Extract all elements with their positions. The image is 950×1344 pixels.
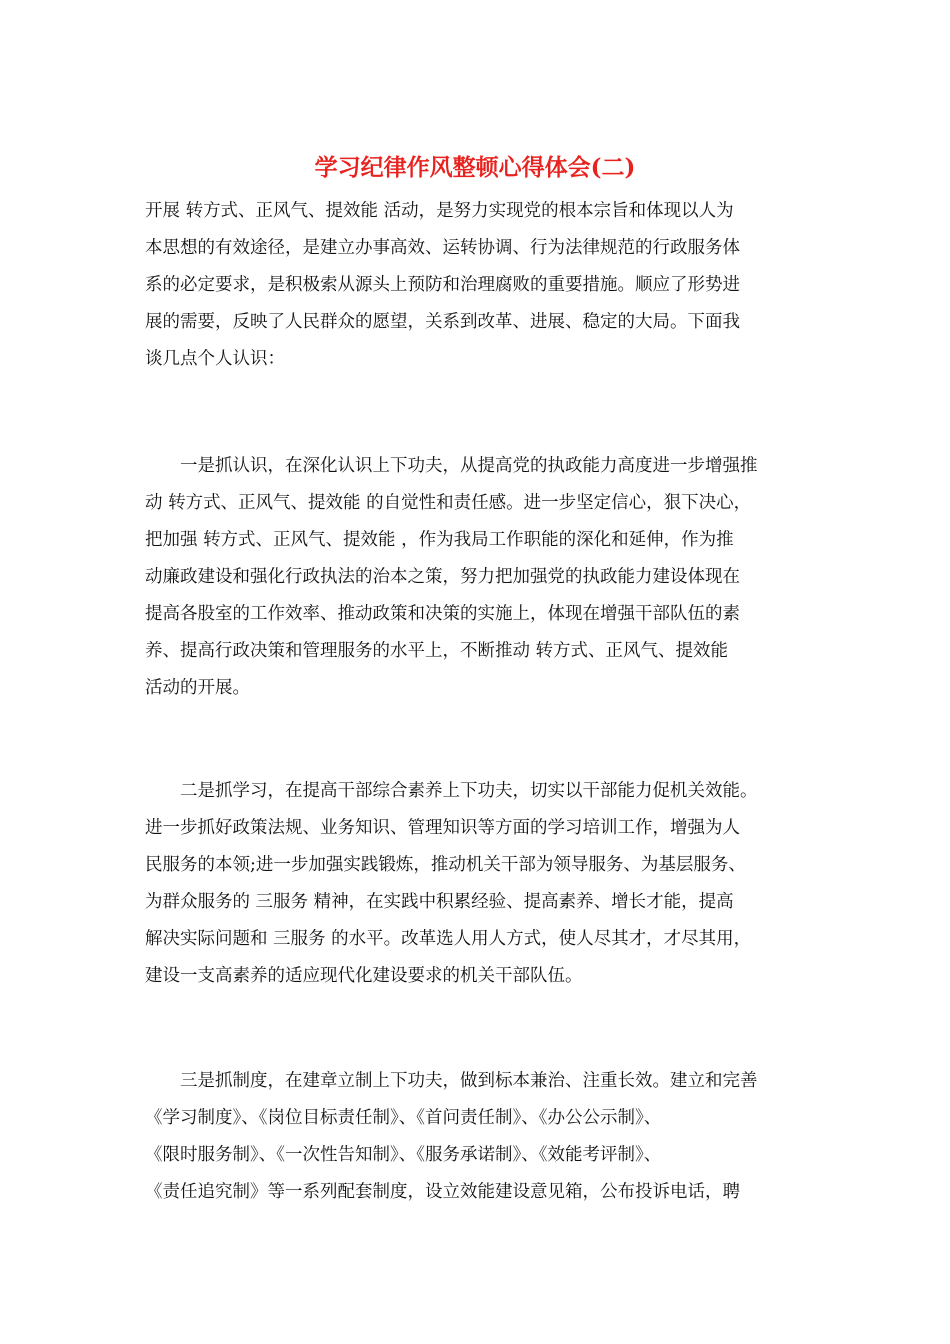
text-line: 二是抓学习，在提高干部综合素养上下功夫，切实以干部能力促机关效能。	[145, 781, 758, 801]
text-line: 《限时服务制》、《一次性告知制》、《服务承诺制》、《效能考评制》、	[145, 1145, 662, 1165]
text-line: 《责任追究制》等一系列配套制度，设立效能建设意见箱，公布投诉电话，聘	[145, 1182, 740, 1202]
text-line: 养、提高行政决策和管理服务的水平上，不断推动 转方式、正风气、提效能	[145, 641, 729, 661]
text-line: 三是抓制度，在建章立制上下功夫，做到标本兼治、注重长效。建立和完善	[145, 1071, 758, 1091]
text-line: 进一步抓好政策法规、业务知识、管理知识等方面的学习培训工作，增强为人	[145, 818, 740, 838]
paragraph-point-two	[145, 773, 810, 995]
text-line: 《学习制度》、《岗位目标责任制》、《首问责任制》、《办公公示制》、	[145, 1108, 662, 1128]
document-title: 学习纪律作风整顿心得体会(二)	[314, 154, 636, 181]
paragraph-point-three	[145, 1063, 810, 1211]
text-line: 开展 转方式、正风气、提效能 活动，是努力实现党的根本宗旨和体现以人为	[145, 201, 734, 221]
text-line: 建设一支高素养的适应现代化建设要求的机关干部队伍。	[145, 966, 583, 986]
text-line: 谈几点个人认识：	[145, 349, 285, 369]
text-line: 活动的开展。	[145, 678, 250, 698]
paragraph-point-one	[145, 448, 810, 707]
text-line: 系的必定要求，是积极索从源头上预防和治理腐败的重要措施。顺应了形势进	[145, 275, 740, 295]
text-line: 解决实际问题和 三服务 的水平。改革选人用人方式，使人尽其才，才尽其用，	[145, 929, 752, 949]
text-line: 民服务的本领;进一步加强实践锻炼，推动机关干部为领导服务、为基层服务、	[145, 855, 746, 875]
text-line: 一是抓认识，在深化认识上下功夫，从提高党的执政能力高度进一步增强推	[145, 456, 758, 476]
text-line: 展的需要，反映了人民群众的愿望，关系到改革、进展、稳定的大局。下面我	[145, 312, 740, 332]
text-line: 为群众服务的 三服务 精神，在实践中积累经验、提高素养、增长才能，提高	[145, 892, 734, 912]
text-line: 动 转方式、正风气、提效能 的自觉性和责任感。进一步坚定信心，狠下决心，	[145, 493, 752, 513]
paragraph-intro	[145, 193, 810, 378]
text-line: 把加强 转方式、正风气、提效能 ，作为我局工作职能的深化和延伸，作为推	[145, 530, 734, 550]
text-line: 提高各股室的工作效率、推动政策和决策的实施上，体现在增强干部队伍的素	[145, 604, 740, 624]
text-line: 动廉政建设和强化行政执法的治本之策，努力把加强党的执政能力建设体现在	[145, 567, 740, 587]
text-line: 本思想的有效途径，是建立办事高效、运转协调、行为法律规范的行政服务体	[145, 238, 740, 258]
